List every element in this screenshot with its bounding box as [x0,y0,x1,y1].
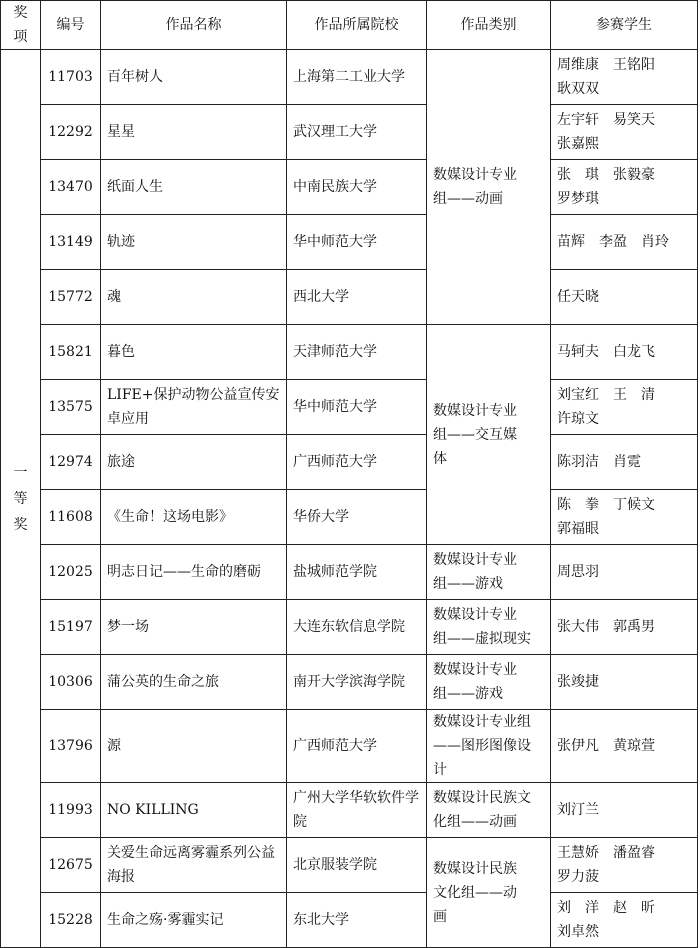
entry-title: 蒲公英的生命之旅 [101,655,287,710]
entry-title: 魂 [101,270,287,325]
entry-title: 生命之殇·雾霾实记 [101,893,287,948]
table-row [1,655,698,710]
entry-category: 数媒设计专业 组——游戏 [427,545,551,600]
header-students: 参赛学生 [551,1,698,50]
entry-students: 张伊凡 黄琼萱 [551,710,698,783]
entry-school: 华中师范大学 [287,215,427,270]
entry-students: 刘宝红 王 清 许琼文 [551,380,698,435]
entry-id: 13470 [41,160,101,215]
award-level-cell: 一 等 奖 [1,50,41,948]
entry-school: 盐城师范学院 [287,545,427,600]
entry-students: 刘汀兰 [551,783,698,838]
entry-title: 纸面人生 [101,160,287,215]
header-category: 作品类别 [427,1,551,50]
entry-category: 数媒设计专业 组——游戏 [427,655,551,710]
entry-title: 轨迹 [101,215,287,270]
entry-students: 张 琪 张毅豪 罗梦琪 [551,160,698,215]
table-row [1,783,698,838]
entry-id: 11703 [41,50,101,105]
entry-title: NO KILLING [101,783,287,838]
entry-id: 13149 [41,215,101,270]
entry-id: 15228 [41,893,101,948]
header-row [1,1,698,50]
entry-school: 北京服装学院 [287,838,427,893]
entry-school: 中南民族大学 [287,160,427,215]
entry-title: 《生命！这场电影》 [101,490,287,545]
table-row [1,105,698,160]
header-school: 作品所属院校 [287,1,427,50]
entry-school: 天津师范大学 [287,325,427,380]
entry-title: LIFE+保护动物公益宣传安卓应用 [101,380,287,435]
table-row [1,380,698,435]
entry-title: 关爱生命远离雾霾系列公益海报 [101,838,287,893]
entry-school: 广州大学华软软件学院 [287,783,427,838]
entry-title: 源 [101,710,287,783]
entry-id: 12675 [41,838,101,893]
header-award: 奖项 [1,1,41,50]
entry-school: 华侨大学 [287,490,427,545]
entry-id: 11993 [41,783,101,838]
entry-students: 张大伟 郭禹男 [551,600,698,655]
entry-title: 旅途 [101,435,287,490]
entry-title: 暮色 [101,325,287,380]
entry-students: 任天晓 [551,270,698,325]
entry-category: 数媒设计民族文 化组——动画 [427,783,551,838]
table-row [1,270,698,325]
table-row [1,215,698,270]
entry-students: 王慧娇 潘盈睿 罗力菠 [551,838,698,893]
entry-id: 15772 [41,270,101,325]
entry-category: 数媒设计专业 组——动画 [427,50,551,325]
entry-students: 张竣捷 [551,655,698,710]
entry-title: 百年树人 [101,50,287,105]
entry-category: 数媒设计专业组 ——图形图像设计 [427,710,551,783]
entry-students: 陈羽洁 肖霓 [551,435,698,490]
header-id: 编号 [41,1,101,50]
entry-students: 周思羽 [551,545,698,600]
entry-id: 12025 [41,545,101,600]
entry-id: 15197 [41,600,101,655]
entry-school: 南开大学滨海学院 [287,655,427,710]
entry-id: 12974 [41,435,101,490]
entry-id: 12292 [41,105,101,160]
entry-id: 15821 [41,325,101,380]
entry-title: 明志日记——生命的磨砺 [101,545,287,600]
table-row [1,838,698,893]
entry-school: 广西师范大学 [287,435,427,490]
entry-title: 梦一场 [101,600,287,655]
entry-students: 苗辉 李盈 肖玲 [551,215,698,270]
entry-students: 左宇轩 易笑天 张嘉熙 [551,105,698,160]
entry-category: 数媒设计专业 组——虚拟现实 [427,600,551,655]
entry-school: 大连东软信息学院 [287,600,427,655]
table-row [1,710,698,783]
entry-id: 11608 [41,490,101,545]
entry-id: 10306 [41,655,101,710]
entry-students: 刘 洋 赵 昕 刘卓然 [551,893,698,948]
table-row [1,160,698,215]
table-row [1,490,698,545]
table-row [1,893,698,948]
table-row [1,600,698,655]
entry-school: 武汉理工大学 [287,105,427,160]
entry-students: 马轲夫 白龙飞 [551,325,698,380]
entry-school: 广西师范大学 [287,710,427,783]
header-title: 作品名称 [101,1,287,50]
entry-school: 东北大学 [287,893,427,948]
entry-students: 周维康 王铭阳 耿双双 [551,50,698,105]
table-row [1,50,698,105]
table-row [1,325,698,380]
entry-students: 陈 拳 丁候文 郭福眼 [551,490,698,545]
entry-id: 13575 [41,380,101,435]
entry-id: 13796 [41,710,101,783]
entry-title: 星星 [101,105,287,160]
table-row [1,435,698,490]
entry-category: 数媒设计民族 文化组——动 画 [427,838,551,948]
table-row [1,545,698,600]
entry-category: 数媒设计专业 组——交互媒 体 [427,325,551,545]
entry-school: 上海第二工业大学 [287,50,427,105]
entry-school: 华中师范大学 [287,380,427,435]
entry-school: 西北大学 [287,270,427,325]
